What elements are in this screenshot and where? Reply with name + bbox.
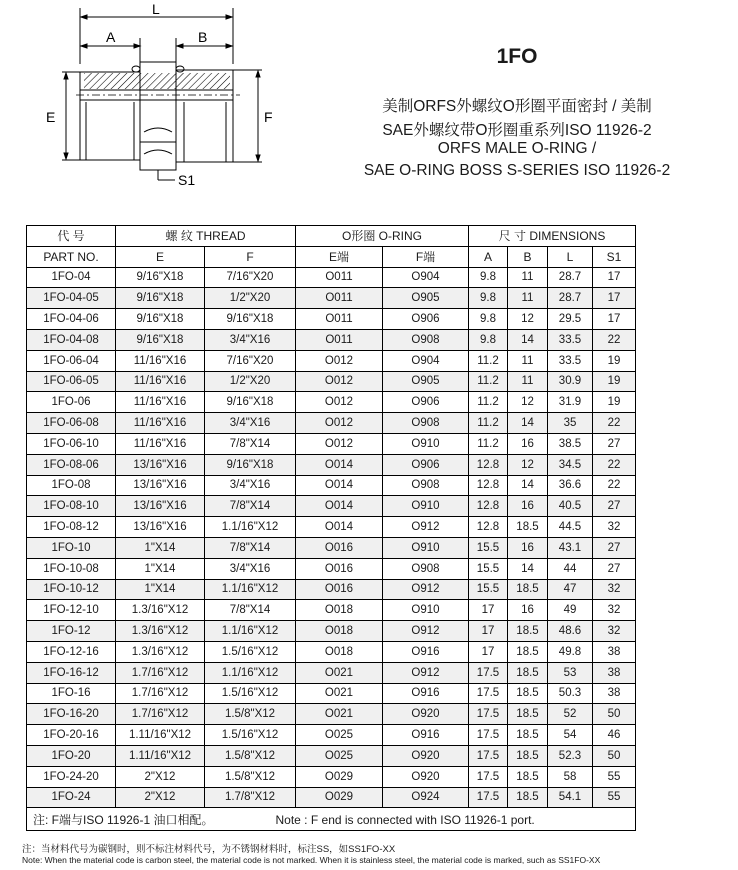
cell-oring-e: O018 (296, 600, 383, 621)
cell-oring-f: O916 (383, 683, 469, 704)
cell-dim-b: 16 (508, 433, 548, 454)
col-b: B (508, 246, 548, 267)
table-row (27, 600, 636, 621)
cell-part-no: 1FO-12 (27, 621, 116, 642)
cell-dim-l: 50.3 (548, 683, 593, 704)
cell-dim-s1: 17 (593, 309, 636, 330)
cell-dim-a: 17 (469, 641, 508, 662)
cell-oring-f: O906 (383, 454, 469, 475)
cell-dim-a: 9.8 (469, 309, 508, 330)
cell-dim-l: 40.5 (548, 496, 593, 517)
cell-thread-f: 9/16"X18 (205, 309, 296, 330)
cell-dim-s1: 55 (593, 787, 636, 808)
cell-dim-s1: 46 (593, 725, 636, 746)
cell-oring-f: O912 (383, 662, 469, 683)
header-dimensions: 尺 寸 DIMENSIONS (469, 226, 636, 247)
cell-part-no: 1FO-06-08 (27, 413, 116, 434)
cell-oring-f: O916 (383, 641, 469, 662)
table-row (27, 725, 636, 746)
cell-thread-f: 3/4"X16 (205, 329, 296, 350)
cell-dim-l: 58 (548, 766, 593, 787)
cell-dim-s1: 19 (593, 350, 636, 371)
cell-oring-e: O012 (296, 433, 383, 454)
col-oring-f: F端 (383, 246, 469, 267)
cell-dim-b: 14 (508, 475, 548, 496)
cell-dim-l: 52 (548, 704, 593, 725)
cell-part-no: 1FO-12-16 (27, 641, 116, 662)
cell-part-no: 1FO-04-08 (27, 329, 116, 350)
cell-thread-f: 9/16"X18 (205, 454, 296, 475)
table-row (27, 267, 636, 288)
cell-dim-l: 49.8 (548, 641, 593, 662)
cell-dim-a: 17.5 (469, 766, 508, 787)
note-row (27, 808, 636, 831)
group-header-row (27, 226, 636, 247)
cell-oring-e: O018 (296, 641, 383, 662)
cell-dim-l: 33.5 (548, 329, 593, 350)
cell-dim-b: 12 (508, 392, 548, 413)
table-row (27, 745, 636, 766)
table-row (27, 329, 636, 350)
cell-part-no: 1FO-16 (27, 683, 116, 704)
cell-oring-f: O920 (383, 745, 469, 766)
cell-thread-f: 7/8"X14 (205, 433, 296, 454)
table-row (27, 371, 636, 392)
cell-thread-e: 1"X14 (116, 558, 205, 579)
cell-dim-b: 18.5 (508, 621, 548, 642)
cell-oring-f: O905 (383, 288, 469, 309)
cell-thread-e: 2"X12 (116, 766, 205, 787)
cell-thread-f: 1.5/8"X12 (205, 766, 296, 787)
cell-thread-f: 9/16"X18 (205, 392, 296, 413)
cell-oring-e: O014 (296, 454, 383, 475)
cell-oring-f: O908 (383, 413, 469, 434)
cell-dim-s1: 27 (593, 496, 636, 517)
cell-dim-a: 15.5 (469, 579, 508, 600)
table-row (27, 621, 636, 642)
cell-thread-f: 7/16"X20 (205, 267, 296, 288)
cell-dim-l: 49 (548, 600, 593, 621)
cell-thread-e: 13/16"X16 (116, 475, 205, 496)
cell-dim-a: 11.2 (469, 413, 508, 434)
table-row (27, 413, 636, 434)
table-row (27, 641, 636, 662)
cell-dim-s1: 22 (593, 454, 636, 475)
cell-part-no: 1FO-16-12 (27, 662, 116, 683)
cell-dim-b: 16 (508, 600, 548, 621)
cell-oring-e: O016 (296, 579, 383, 600)
cell-part-no: 1FO-06 (27, 392, 116, 413)
cell-dim-a: 9.8 (469, 288, 508, 309)
cell-oring-e: O014 (296, 517, 383, 538)
cell-oring-e: O012 (296, 350, 383, 371)
cell-dim-a: 17.5 (469, 745, 508, 766)
cell-dim-a: 11.2 (469, 350, 508, 371)
cell-dim-a: 11.2 (469, 392, 508, 413)
cell-oring-f: O910 (383, 433, 469, 454)
cell-dim-s1: 38 (593, 662, 636, 683)
cell-oring-e: O029 (296, 766, 383, 787)
table-row (27, 662, 636, 683)
cell-thread-f: 1.5/8"X12 (205, 745, 296, 766)
cell-dim-a: 12.8 (469, 454, 508, 475)
cell-dim-l: 34.5 (548, 454, 593, 475)
cell-dim-b: 11 (508, 371, 548, 392)
cell-part-no: 1FO-10-08 (27, 558, 116, 579)
column-header-row (27, 246, 636, 267)
cell-part-no: 1FO-10-12 (27, 579, 116, 600)
cell-part-no: 1FO-20-16 (27, 725, 116, 746)
cell-dim-l: 33.5 (548, 350, 593, 371)
cell-thread-e: 13/16"X16 (116, 517, 205, 538)
cell-part-no: 1FO-04-06 (27, 309, 116, 330)
dim-label-A: A (106, 29, 116, 45)
cell-thread-f: 1.5/8"X12 (205, 704, 296, 725)
cell-oring-e: O025 (296, 745, 383, 766)
cell-dim-s1: 32 (593, 517, 636, 538)
cell-dim-b: 16 (508, 537, 548, 558)
dim-label-F: F (264, 109, 273, 125)
cell-oring-e: O011 (296, 329, 383, 350)
cell-thread-f: 3/4"X16 (205, 413, 296, 434)
cell-dim-s1: 50 (593, 745, 636, 766)
table-row (27, 558, 636, 579)
note-en: Note : F end is connected with ISO 11926-1 port. (275, 812, 535, 827)
cell-oring-f: O908 (383, 329, 469, 350)
cell-oring-f: O910 (383, 600, 469, 621)
cell-thread-e: 1.3/16"X12 (116, 641, 205, 662)
cell-oring-e: O011 (296, 267, 383, 288)
cell-thread-e: 11/16"X16 (116, 371, 205, 392)
cell-thread-f: 1.1/16"X12 (205, 662, 296, 683)
cell-thread-f: 1.7/8"X12 (205, 787, 296, 808)
cell-dim-b: 18.5 (508, 725, 548, 746)
cell-oring-e: O021 (296, 683, 383, 704)
cell-thread-e: 13/16"X16 (116, 496, 205, 517)
cell-dim-l: 43.1 (548, 537, 593, 558)
cell-part-no: 1FO-08-06 (27, 454, 116, 475)
cell-dim-l: 28.7 (548, 267, 593, 288)
col-oring-e: E端 (296, 246, 383, 267)
cell-dim-b: 12 (508, 454, 548, 475)
cell-oring-f: O906 (383, 309, 469, 330)
cell-part-no: 1FO-12-10 (27, 600, 116, 621)
cell-dim-s1: 50 (593, 704, 636, 725)
cell-dim-s1: 27 (593, 433, 636, 454)
dim-label-B: B (198, 29, 208, 45)
cell-dim-b: 16 (508, 496, 548, 517)
cell-thread-e: 1.11/16"X12 (116, 745, 205, 766)
cell-oring-e: O029 (296, 787, 383, 808)
cell-thread-e: 11/16"X16 (116, 413, 205, 434)
cell-dim-b: 11 (508, 350, 548, 371)
cell-dim-l: 31.9 (548, 392, 593, 413)
cell-thread-e: 9/16"X18 (116, 329, 205, 350)
footnote-en: Note: When the material code is carbon steel, the material code is not marked. When it is stainless steel, the material code is marked, such as SS1FO-XX (22, 855, 601, 865)
cell-dim-s1: 22 (593, 413, 636, 434)
cell-thread-e: 1.7/16"X12 (116, 683, 205, 704)
description-line-2: SAE外螺纹带O形圈重系列ISO 11926-2 (382, 122, 652, 139)
cell-dim-l: 36.6 (548, 475, 593, 496)
cell-oring-e: O016 (296, 558, 383, 579)
table-row (27, 787, 636, 808)
cell-thread-e: 11/16"X16 (116, 392, 205, 413)
cell-thread-f: 1.1/16"X12 (205, 579, 296, 600)
cell-part-no: 1FO-24-20 (27, 766, 116, 787)
cell-oring-f: O920 (383, 766, 469, 787)
col-e: E (116, 246, 205, 267)
footnote-cn: 注：当材料代号为碳钢时，则不标注材料代号，为不锈钢材料时，标注SS，如SS1FO-XX (22, 844, 396, 855)
table-row (27, 350, 636, 371)
cell-dim-b: 18.5 (508, 787, 548, 808)
cell-part-no: 1FO-10 (27, 537, 116, 558)
cell-oring-f: O908 (383, 558, 469, 579)
cell-part-no: 1FO-04 (27, 267, 116, 288)
cell-oring-f: O904 (383, 350, 469, 371)
cell-oring-f: O905 (383, 371, 469, 392)
cell-dim-l: 44 (548, 558, 593, 579)
cell-dim-s1: 19 (593, 392, 636, 413)
cell-dim-a: 17 (469, 600, 508, 621)
cell-thread-f: 1/2"X20 (205, 371, 296, 392)
cell-dim-l: 35 (548, 413, 593, 434)
cell-part-no: 1FO-08-12 (27, 517, 116, 538)
dim-label-S1: S1 (178, 172, 196, 188)
cell-oring-f: O912 (383, 621, 469, 642)
cell-dim-s1: 32 (593, 600, 636, 621)
table-row (27, 579, 636, 600)
cell-dim-s1: 19 (593, 371, 636, 392)
cell-oring-f: O908 (383, 475, 469, 496)
cell-dim-a: 12.8 (469, 496, 508, 517)
fitting-drawing (40, 4, 280, 192)
cell-dim-a: 15.5 (469, 558, 508, 579)
cell-oring-e: O012 (296, 392, 383, 413)
table-row (27, 704, 636, 725)
cell-dim-b: 18.5 (508, 745, 548, 766)
cell-dim-b: 18.5 (508, 641, 548, 662)
cell-thread-f: 1.5/16"X12 (205, 641, 296, 662)
cell-dim-b: 18.5 (508, 662, 548, 683)
cell-dim-b: 14 (508, 329, 548, 350)
cell-dim-a: 17.5 (469, 704, 508, 725)
cell-thread-f: 1.1/16"X12 (205, 517, 296, 538)
cell-part-no: 1FO-08-10 (27, 496, 116, 517)
table-row (27, 433, 636, 454)
cell-oring-f: O916 (383, 725, 469, 746)
cell-dim-s1: 32 (593, 621, 636, 642)
cell-dim-s1: 55 (593, 766, 636, 787)
cell-dim-l: 38.5 (548, 433, 593, 454)
cell-dim-a: 17 (469, 621, 508, 642)
col-f: F (205, 246, 296, 267)
dim-label-E: E (46, 109, 56, 125)
cell-part-no: 1FO-24 (27, 787, 116, 808)
cell-thread-e: 1.11/16"X12 (116, 725, 205, 746)
cell-oring-f: O912 (383, 579, 469, 600)
cell-dim-l: 54 (548, 725, 593, 746)
cell-thread-e: 1"X14 (116, 537, 205, 558)
cell-dim-l: 53 (548, 662, 593, 683)
table-row (27, 288, 636, 309)
cell-thread-f: 1.5/16"X12 (205, 683, 296, 704)
table-row (27, 309, 636, 330)
cell-dim-b: 14 (508, 558, 548, 579)
cell-part-no: 1FO-06-10 (27, 433, 116, 454)
cell-oring-e: O012 (296, 413, 383, 434)
cell-thread-f: 1.5/16"X12 (205, 725, 296, 746)
cell-dim-a: 9.8 (469, 329, 508, 350)
cell-dim-b: 18.5 (508, 704, 548, 725)
cell-oring-f: O904 (383, 267, 469, 288)
table-row (27, 454, 636, 475)
spec-table (26, 225, 636, 831)
cell-dim-l: 47 (548, 579, 593, 600)
note-cn: 注: F端与ISO 11926-1 油口相配。 (33, 812, 214, 827)
description-line-4: SAE O-RING BOSS S-SERIES ISO 11926-2 (363, 162, 671, 179)
cell-dim-l: 52.3 (548, 745, 593, 766)
header-thread: 螺 纹 THREAD (116, 226, 296, 247)
cell-dim-l: 44.5 (548, 517, 593, 538)
cell-oring-e: O025 (296, 725, 383, 746)
cell-dim-b: 18.5 (508, 517, 548, 538)
description-line-3: ORFS MALE O-RING / (437, 140, 597, 157)
cell-dim-s1: 22 (593, 329, 636, 350)
cell-dim-b: 11 (508, 267, 548, 288)
cell-thread-e: 11/16"X16 (116, 350, 205, 371)
cell-part-no: 1FO-06-05 (27, 371, 116, 392)
cell-dim-b: 18.5 (508, 766, 548, 787)
table-row (27, 392, 636, 413)
cell-thread-e: 1.3/16"X12 (116, 600, 205, 621)
cell-dim-s1: 22 (593, 475, 636, 496)
table-row (27, 766, 636, 787)
cell-thread-e: 9/16"X18 (116, 267, 205, 288)
cell-dim-b: 12 (508, 309, 548, 330)
cell-dim-s1: 17 (593, 288, 636, 309)
col-part-no: PART NO. (27, 246, 116, 267)
table-row (27, 475, 636, 496)
cell-dim-a: 15.5 (469, 537, 508, 558)
cell-thread-e: 1.7/16"X12 (116, 704, 205, 725)
product-title: 1FO (496, 45, 538, 68)
cell-dim-a: 12.8 (469, 475, 508, 496)
cell-oring-e: O012 (296, 371, 383, 392)
header-oring: O形圈 O-RING (296, 226, 469, 247)
cell-oring-e: O016 (296, 537, 383, 558)
cell-dim-a: 17.5 (469, 683, 508, 704)
cell-dim-a: 9.8 (469, 267, 508, 288)
cell-oring-e: O014 (296, 475, 383, 496)
cell-thread-f: 7/8"X14 (205, 496, 296, 517)
cell-dim-s1: 32 (593, 579, 636, 600)
cell-thread-e: 13/16"X16 (116, 454, 205, 475)
cell-dim-l: 29.5 (548, 309, 593, 330)
cell-dim-s1: 38 (593, 683, 636, 704)
cell-dim-s1: 27 (593, 537, 636, 558)
cell-dim-a: 11.2 (469, 371, 508, 392)
cell-dim-a: 11.2 (469, 433, 508, 454)
cell-dim-a: 17.5 (469, 725, 508, 746)
table-row (27, 517, 636, 538)
cell-thread-e: 1.7/16"X12 (116, 662, 205, 683)
col-l: L (548, 246, 593, 267)
cell-dim-s1: 27 (593, 558, 636, 579)
cell-dim-a: 17.5 (469, 662, 508, 683)
cell-oring-e: O014 (296, 496, 383, 517)
cell-oring-f: O924 (383, 787, 469, 808)
dim-label-L: L (152, 4, 160, 17)
note-cell (27, 808, 636, 831)
cell-part-no: 1FO-08 (27, 475, 116, 496)
cell-thread-f: 1.1/16"X12 (205, 621, 296, 642)
col-s1: S1 (593, 246, 636, 267)
col-a: A (469, 246, 508, 267)
cell-oring-e: O018 (296, 621, 383, 642)
cell-thread-e: 1.3/16"X12 (116, 621, 205, 642)
header-part-cn: 代 号 (27, 226, 116, 247)
cell-oring-f: O910 (383, 496, 469, 517)
cell-oring-f: O910 (383, 537, 469, 558)
cell-thread-e: 11/16"X16 (116, 433, 205, 454)
cell-thread-f: 3/4"X16 (205, 558, 296, 579)
cell-dim-s1: 17 (593, 267, 636, 288)
cell-dim-b: 18.5 (508, 683, 548, 704)
cell-part-no: 1FO-04-05 (27, 288, 116, 309)
cell-thread-f: 7/16"X20 (205, 350, 296, 371)
cell-oring-f: O906 (383, 392, 469, 413)
cell-part-no: 1FO-06-04 (27, 350, 116, 371)
cell-thread-f: 7/8"X14 (205, 600, 296, 621)
cell-dim-b: 18.5 (508, 579, 548, 600)
cell-oring-e: O011 (296, 288, 383, 309)
cell-dim-b: 14 (508, 413, 548, 434)
cell-dim-l: 48.6 (548, 621, 593, 642)
cell-oring-e: O021 (296, 704, 383, 725)
cell-dim-s1: 38 (593, 641, 636, 662)
cell-oring-f: O920 (383, 704, 469, 725)
cell-part-no: 1FO-16-20 (27, 704, 116, 725)
cell-oring-f: O912 (383, 517, 469, 538)
cell-thread-f: 3/4"X16 (205, 475, 296, 496)
cell-thread-e: 1"X14 (116, 579, 205, 600)
cell-dim-a: 12.8 (469, 517, 508, 538)
cell-thread-e: 9/16"X18 (116, 288, 205, 309)
cell-part-no: 1FO-20 (27, 745, 116, 766)
cell-dim-l: 28.7 (548, 288, 593, 309)
cell-dim-l: 30.9 (548, 371, 593, 392)
cell-dim-b: 11 (508, 288, 548, 309)
description-line-1: 美制ORFS外螺纹O形圈平面密封 / 美制 (382, 98, 652, 115)
table-row (27, 683, 636, 704)
cell-dim-a: 17.5 (469, 787, 508, 808)
cell-thread-f: 7/8"X14 (205, 537, 296, 558)
cell-thread-e: 2"X12 (116, 787, 205, 808)
table-row (27, 496, 636, 517)
cell-oring-e: O021 (296, 662, 383, 683)
cell-thread-e: 9/16"X18 (116, 309, 205, 330)
cell-dim-l: 54.1 (548, 787, 593, 808)
table-row (27, 537, 636, 558)
cell-oring-e: O011 (296, 309, 383, 330)
cell-thread-f: 1/2"X20 (205, 288, 296, 309)
